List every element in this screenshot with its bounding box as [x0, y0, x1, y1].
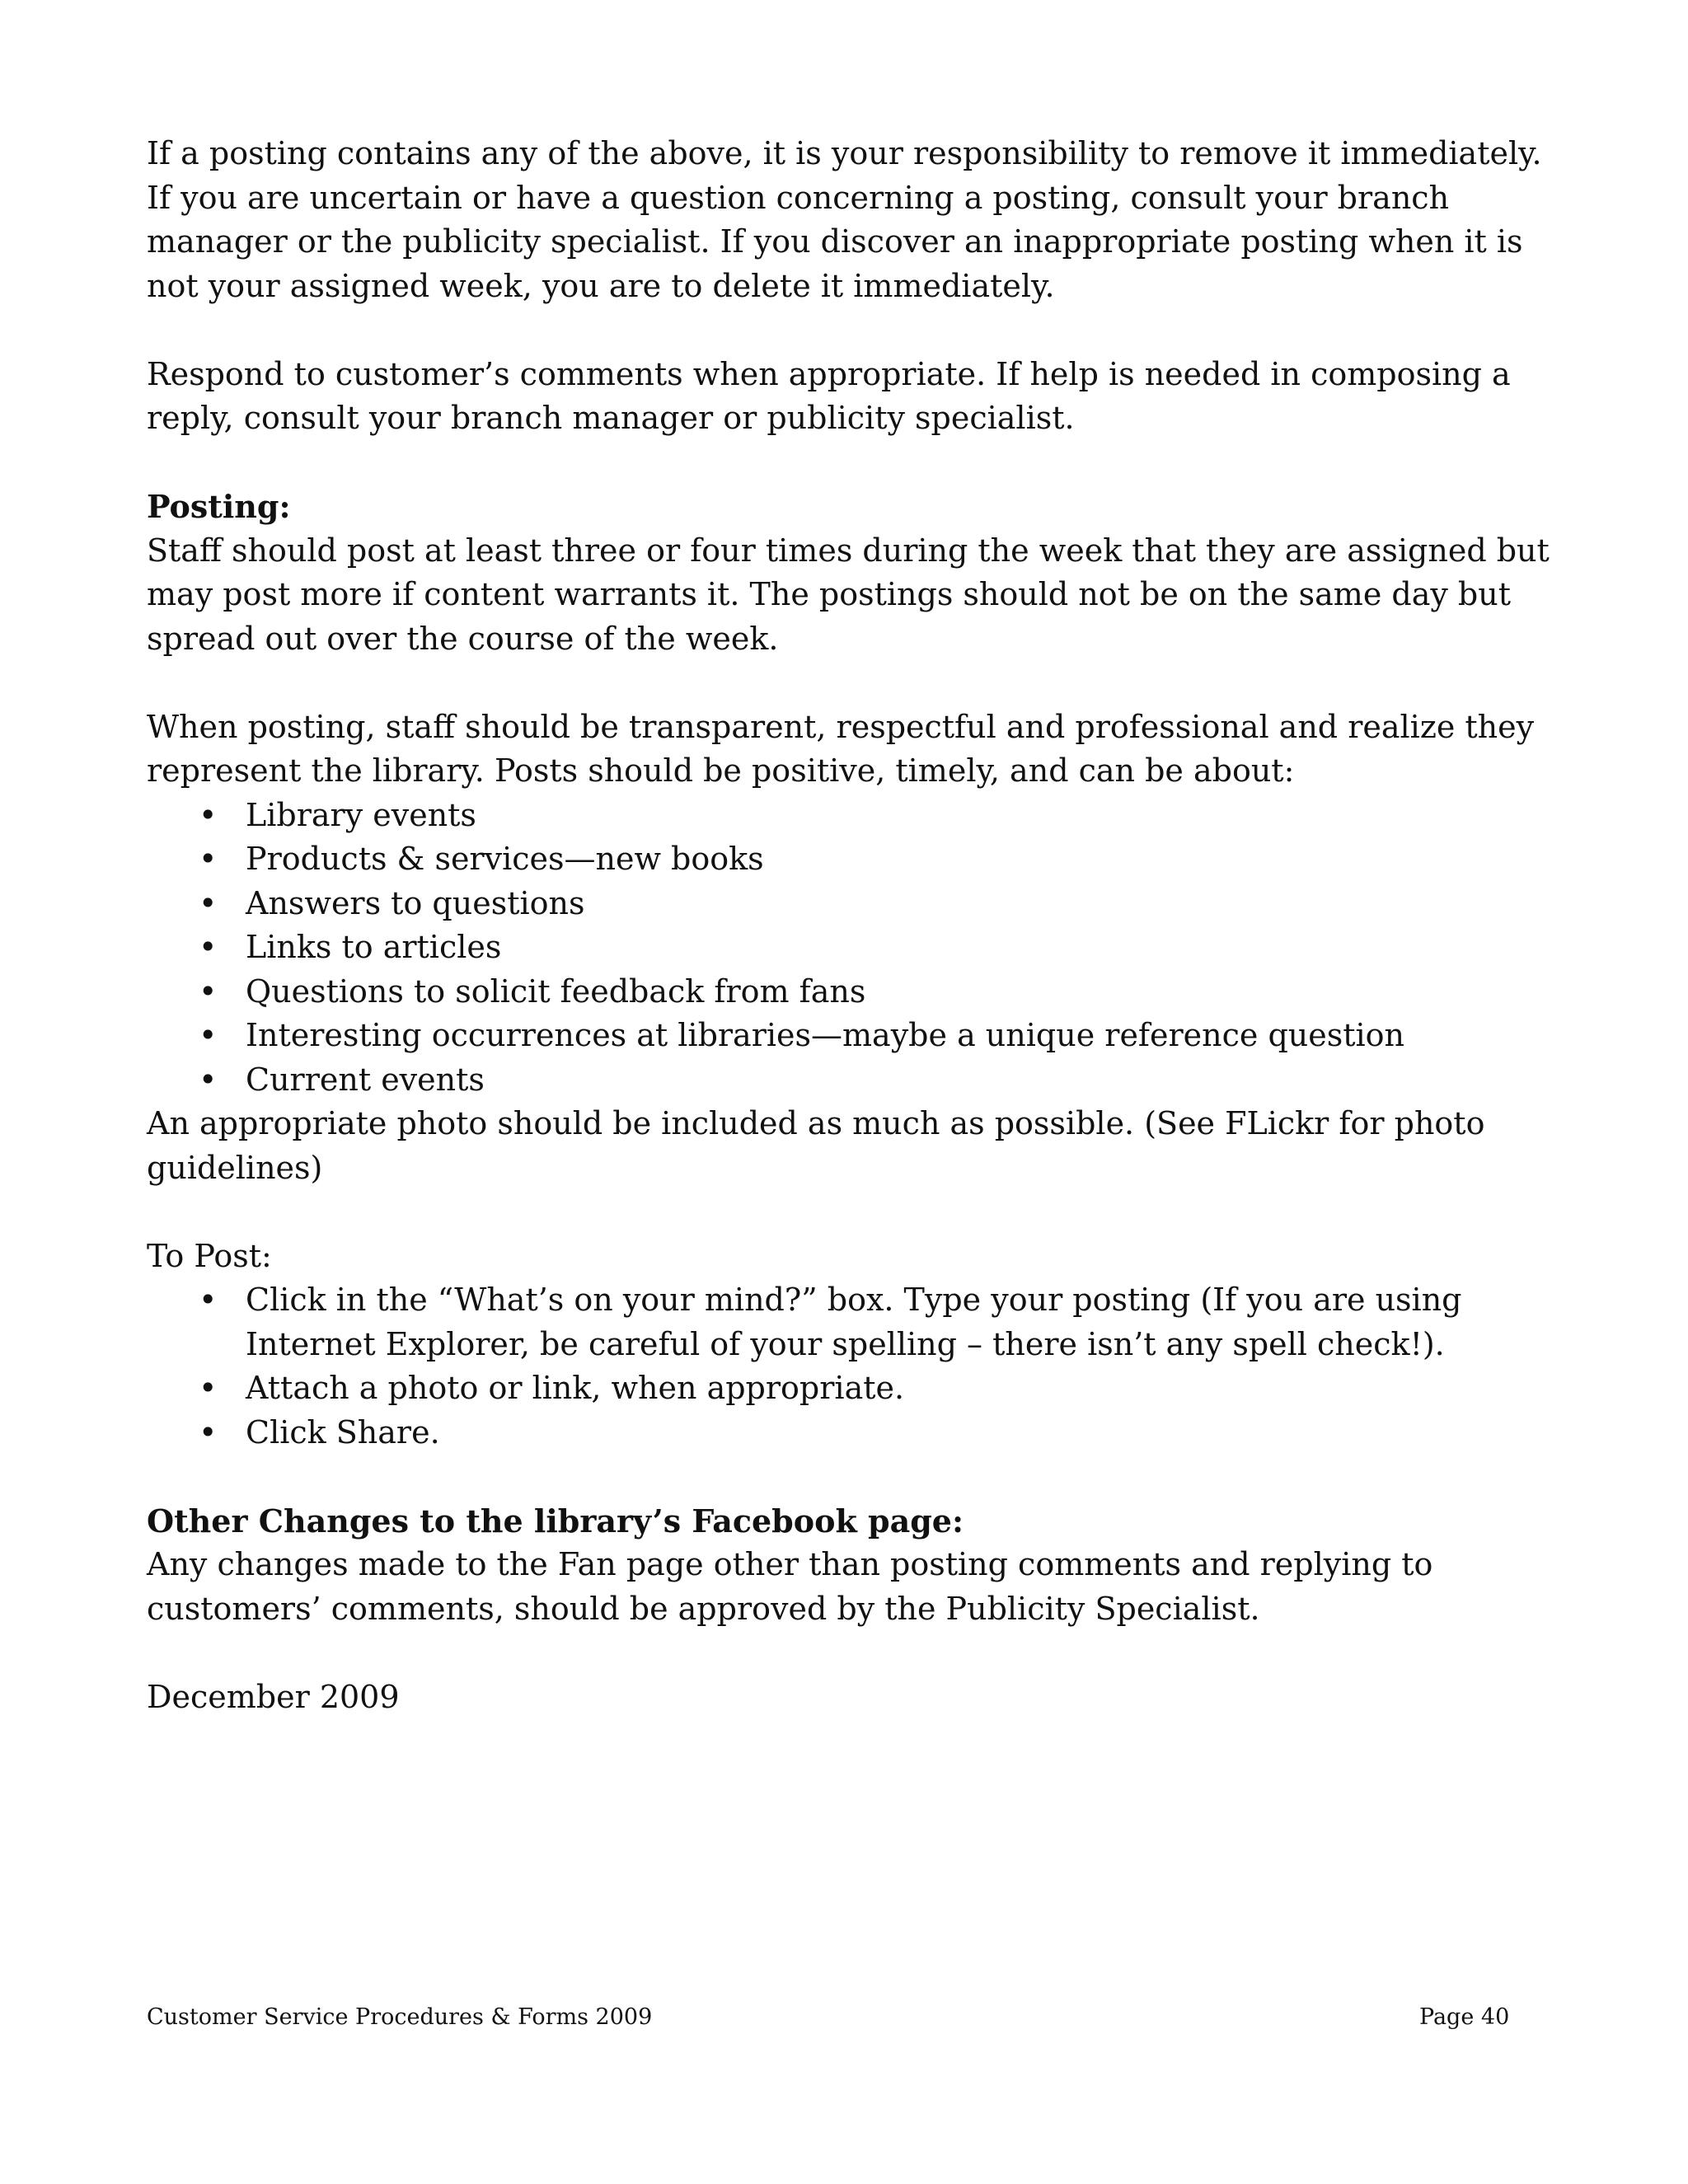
step-text: Click Share. [246, 1413, 440, 1451]
bullet-icon: • [199, 972, 218, 1010]
posting-guidelines-intro: When posting, staff should be transparent, respectful and professional and realize they represent the library. Posts should be positive, timely, and can be about: [147, 708, 1535, 789]
list-item [147, 970, 1564, 1015]
photo-note: An appropriate photo should be included as much as possible. (See FLickr for photo guidelines) [147, 1105, 1485, 1186]
other-changes-heading: Other Changes to the library’s Facebook page: [147, 1502, 964, 1540]
topic-text: Links to articles [246, 929, 502, 965]
topics-list [147, 794, 1564, 1103]
list-item [147, 794, 1564, 838]
bullet-icon: • [199, 1370, 218, 1406]
step-text: Attach a photo or link, when appropriate. [246, 1370, 905, 1406]
topic-text: Products & services—new books [246, 841, 764, 877]
page-number: Page 40 [1419, 2004, 1510, 2030]
topic-text: Interesting occurrences at libraries—maybe a unique reference question [246, 1017, 1405, 1053]
bullet-icon: • [199, 1061, 218, 1098]
footer-title: Customer Service Procedures & Forms 2009 [147, 2004, 653, 2030]
topic-text: Library events [246, 796, 476, 833]
page-body [147, 132, 1564, 1719]
list-item [147, 1411, 1564, 1455]
steps-list [147, 1278, 1564, 1455]
list-item [147, 1058, 1564, 1103]
posting-frequency-paragraph: Staff should post at least three or four times during the week that they are assigned but may post more if content warrants it. The postings should not be on the same day but spread out over the course of the week. [147, 532, 1550, 657]
bullet-icon: • [199, 1282, 218, 1318]
bullet-icon: • [199, 1413, 218, 1451]
topic-text: Questions to solicit feedback from fans [246, 972, 866, 1010]
topic-text: Answers to questions [246, 884, 585, 921]
bullet-icon: • [199, 884, 218, 921]
list-item [147, 837, 1564, 882]
to-post-label: To Post: [147, 1237, 272, 1274]
list-item [147, 1366, 1564, 1411]
paragraph-removal-responsibility: If a posting contains any of the above, it is your responsibility to remove it immediately. If you are uncertain or have a question concerning a posting, consult your branch manager or the publicity specialist. If you discover an inappropriate posting when it is not your assigned week, you are to delete it immediately. [147, 135, 1542, 304]
other-changes-paragraph: Any changes made to the Fan page other than posting comments and replying to customers’ comments, should be approved by the Publicity Specialist. [147, 1546, 1433, 1627]
paragraph-respond-comments: Respond to customer’s comments when appropriate. If help is needed in composing a reply, consult your branch manager or publicity specialist. [147, 355, 1511, 436]
document-date: December 2009 [147, 1678, 400, 1715]
bullet-icon: • [199, 1017, 218, 1053]
bullet-icon: • [199, 929, 218, 965]
list-item [147, 882, 1564, 926]
list-item [147, 1014, 1564, 1058]
topic-text: Current events [246, 1061, 485, 1098]
posting-heading: Posting: [147, 488, 291, 525]
list-item [147, 926, 1564, 970]
bullet-icon: • [199, 841, 218, 877]
bullet-icon: • [199, 796, 218, 833]
step-text: Click in the “What’s on your mind?” box. Type your posting (If you are using Internet Explorer, be careful of your spelling – there isn’t any spell check!). [246, 1282, 1462, 1362]
list-item [147, 1278, 1564, 1366]
